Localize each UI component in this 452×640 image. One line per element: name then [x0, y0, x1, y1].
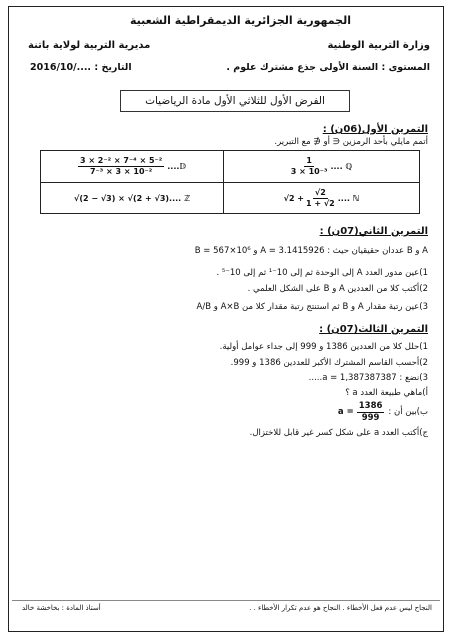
fraction-denominator: 3 × 10⁻³: [290, 167, 328, 176]
fraction-numerator: 3 × 2⁻² × 7⁻⁴ × 5⁻²: [79, 156, 163, 165]
exercise3-q3: 3)نضع : a = 1,387387387.....: [308, 373, 428, 383]
level-label: المستوى : السنة الأولى جذع مشترك علوم .: [226, 62, 430, 73]
cell-top-left: [41, 151, 223, 182]
set-blank: .... ℚ: [330, 162, 353, 171]
fraction: [78, 157, 164, 176]
set-blank: ....𝔻: [167, 162, 187, 171]
footer-divider: [12, 600, 440, 601]
exercise1-instruction: أتمم مايلي بأحد الرمزين ∈ أو ∉ مع التبرير.: [274, 137, 428, 147]
date-value: 2016/10/....: [30, 62, 92, 73]
exercise2-q2: 2)أكتب كلا من العددين A و B على الشكل العلمي .: [247, 284, 428, 294]
exercise2-q1: 1)عين مدور العدد A إلى الوحدة ثم إلى 10⁻¹ ثم إلى 10⁻⁵ .: [216, 268, 428, 278]
expression-part: √2 +: [283, 193, 304, 203]
exercise3-q3b: [338, 402, 428, 422]
date-field: [30, 62, 132, 73]
exercise2-intro: A و B عددان حقيقيان حيث : A = 3.1415926 و B = 567×10⁶: [194, 246, 428, 256]
date-label: التاريخ :: [94, 62, 132, 73]
fraction-numerator: 1: [306, 156, 312, 165]
exercise2-heading: التمرين الثاني(07ن) :: [319, 226, 428, 237]
teacher-name: أستاذ المادة : بخاخشة خالد: [22, 604, 101, 612]
fraction-denominator: 999: [361, 412, 380, 423]
equation-lhs: a =: [337, 407, 354, 417]
exercise3-q1: 1)حلل كلا من العددين 1386 و 999 إلى جداء عوامل أولية.: [219, 342, 428, 352]
fraction: [291, 157, 328, 176]
exercise3-heading: التمرين الثالث(07ن) :: [319, 324, 428, 335]
exercise3-q3c: ج)أكتب العدد a على شكل كسر غير قابل للاختزال.: [249, 428, 428, 438]
fraction: [357, 402, 385, 422]
exercise2-q3: 3)عين رتبة مقدار A و B ثم استنتج رتبة مقدار كلا من A×B و A/B: [196, 302, 428, 312]
fraction: [306, 189, 335, 208]
membership-table: [40, 150, 420, 214]
exercise1-heading: التمرين الأول(06ن) :: [322, 124, 428, 135]
q3b-equation: [338, 402, 385, 422]
q3b-label: ب)بين أن :: [388, 407, 428, 417]
exam-title: الفرض الأول للثلاثي الأول مادة الرياضيات: [120, 90, 350, 112]
cell-bottom-right: [224, 183, 419, 213]
exercise3-q3a: أ)ماهي طبيعة العدد a ؟: [345, 388, 428, 398]
fraction-numerator: 1386: [358, 401, 383, 411]
fraction-denominator: 1 + √2: [306, 198, 335, 208]
cell-bottom-left: [41, 183, 223, 213]
republic-heading: الجمهورية الجزائرية الديمقراطية الشعبية: [130, 14, 351, 27]
radical-expression: √(2 − √3) × √(2 + √3).... ℤ: [73, 193, 191, 203]
footer-motto: النجاح ليس عدم فعل الأخطاء . النجاح هو عدم تكرار الأخطاء . .: [249, 604, 432, 612]
set-blank: .... ℕ: [337, 193, 360, 203]
ministry-label: وزارة التربية الوطنية: [327, 40, 430, 51]
cell-top-right: [224, 151, 419, 182]
fraction-denominator: 7⁻³ × 3 × 10⁻²: [89, 167, 153, 176]
exercise3-q2: 2)أحسب القاسم المشترك الأكبر للعددين 1386 و 999.: [230, 358, 428, 368]
directorate-label: مديرية التربية لولاية باتنة: [28, 40, 151, 51]
fraction-numerator: √2: [314, 187, 326, 197]
